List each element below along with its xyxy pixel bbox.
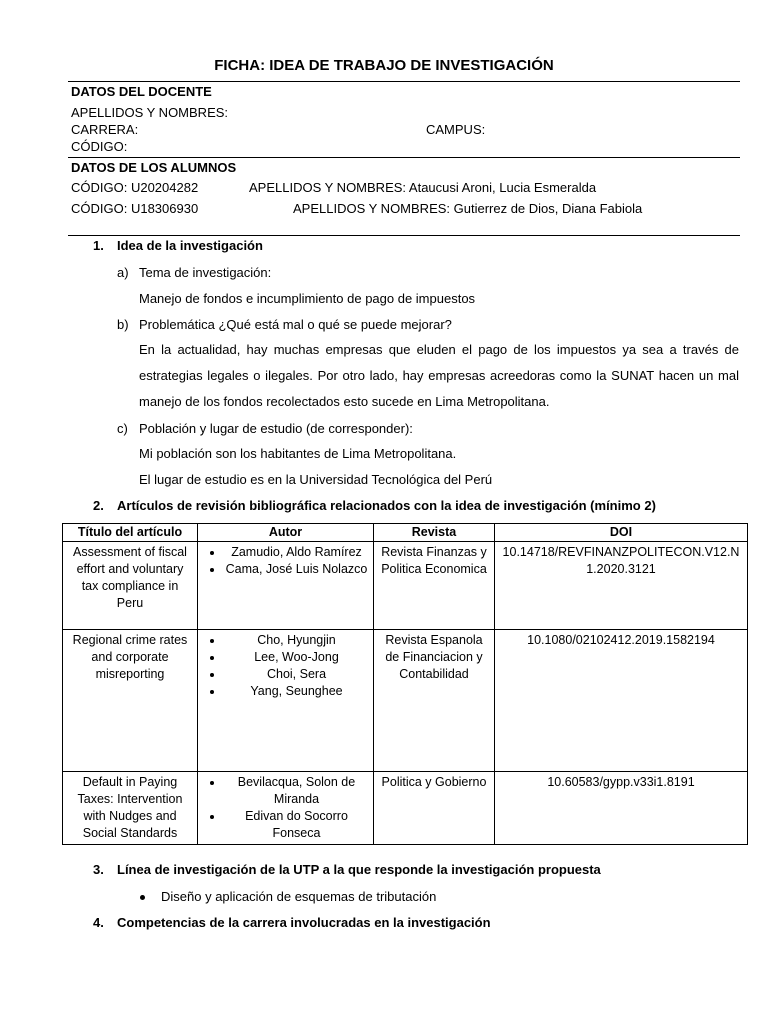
author-item: • Cho, Hyungjin <box>224 632 369 649</box>
docente-nombres-label: APELLIDOS Y NOMBRES: <box>71 105 229 120</box>
column-header-author: Autor <box>198 524 374 542</box>
bullet-icon <box>140 895 145 900</box>
page-title: FICHA: IDEA DE TRABAJO DE INVESTIGACIÓN <box>214 57 554 74</box>
section3-number: 3. <box>93 862 104 877</box>
item-b-label: Problemática ¿Qué está mal o qué se puede mejorar? <box>139 317 452 332</box>
item-a-label: Tema de investigación: <box>139 265 272 280</box>
item-c-marker: c) <box>117 421 128 436</box>
table-header-row <box>63 524 748 542</box>
article-doi: 10.14718/REVFINANZPOLITECON.V12.N1.2020.3121 <box>495 542 748 630</box>
item-b-marker: b) <box>117 317 129 332</box>
section3-heading: Línea de investigación de la UTP a la que responde la investigación propuesta <box>117 862 601 877</box>
table-row <box>63 772 748 845</box>
section2-number: 2. <box>93 498 104 513</box>
column-header-journal: Revista <box>374 524 495 542</box>
docente-divider <box>68 157 740 158</box>
alumno-codigo: CÓDIGO: U20204282 <box>71 180 199 195</box>
item-a-marker: a) <box>117 265 129 280</box>
article-journal: Revista Finanzas y Politica Economica <box>374 542 495 630</box>
item-a-text: Manejo de fondos e incumplimiento de pago de impuestos <box>139 291 476 306</box>
alumno-nombre: APELLIDOS Y NOMBRES: Ataucusi Aroni, Lucia Esmeralda <box>249 180 597 195</box>
author-item: • Bevilacqua, Solon de Miranda <box>224 774 369 808</box>
author-item: • Edivan do Socorro Fonseca <box>224 808 369 842</box>
alumnos-heading: DATOS DE LOS ALUMNOS <box>71 160 237 175</box>
docente-carrera-label: CARRERA: <box>71 122 139 137</box>
section1-heading: Idea de la investigación <box>117 238 263 253</box>
column-header-title: Título del artículo <box>63 524 198 542</box>
article-title: Default in Paying Taxes: Intervention with Nudges and Social Standards <box>63 772 198 845</box>
title-divider <box>68 81 740 82</box>
item-c-text-1: Mi población son los habitantes de Lima Metropolitana. <box>139 446 457 461</box>
section3-bullet: Diseño y aplicación de esquemas de tributación <box>161 889 437 904</box>
item-b-text: En la actualidad, hay muchas empresas que eluden el pago de los impuestos ya sea a través de estrategias legales o ilegales. Por otro lado, hay empresas acreedoras como la SUNAT hacen un mal manejo de los fondos recolectados esto sucede en Lima Metropolitana. <box>139 342 739 409</box>
table-row <box>63 542 748 630</box>
author-item: • Cama, José Luis Nolazco <box>224 561 369 578</box>
docente-heading: DATOS DEL DOCENTE <box>71 84 212 99</box>
article-title: Regional crime rates and corporate misreporting <box>63 630 198 772</box>
article-authors <box>198 542 374 630</box>
article-authors <box>198 772 374 845</box>
alumnos-divider <box>68 235 740 236</box>
references-table <box>62 523 748 845</box>
author-item: • Yang, Seunghee <box>224 683 369 700</box>
article-title: Assessment of fiscal effort and voluntary tax compliance in Peru <box>63 542 198 630</box>
alumno-nombre: APELLIDOS Y NOMBRES: Gutierrez de Dios, Diana Fabiola <box>293 201 643 216</box>
table-row <box>63 630 748 772</box>
alumno-codigo: CÓDIGO: U18306930 <box>71 201 199 216</box>
article-doi: 10.1080/02102412.2019.1582194 <box>495 630 748 772</box>
article-journal: Revista Espanola de Financiacion y Contabilidad <box>374 630 495 772</box>
article-authors <box>198 630 374 772</box>
section1-number: 1. <box>93 238 104 253</box>
author-item: • Choi, Sera <box>224 666 369 683</box>
section4-number: 4. <box>93 915 104 930</box>
docente-codigo-label: CÓDIGO: <box>71 139 128 154</box>
column-header-doi: DOI <box>495 524 748 542</box>
article-journal: Politica y Gobierno <box>374 772 495 845</box>
section4-heading: Competencias de la carrera involucradas en la investigación <box>117 915 491 930</box>
author-item: • Lee, Woo-Jong <box>224 649 369 666</box>
author-item: • Zamudio, Aldo Ramírez <box>224 544 369 561</box>
article-doi: 10.60583/gypp.v33i1.8191 <box>495 772 748 845</box>
item-c-label: Población y lugar de estudio (de corresponder): <box>139 421 413 436</box>
section2-heading: Artículos de revisión bibliográfica relacionados con la idea de investigación (mínimo 2) <box>117 498 656 513</box>
item-c-text-2: El lugar de estudio es en la Universidad Tecnológica del Perú <box>139 472 493 487</box>
docente-campus-label: CAMPUS: <box>426 122 486 137</box>
